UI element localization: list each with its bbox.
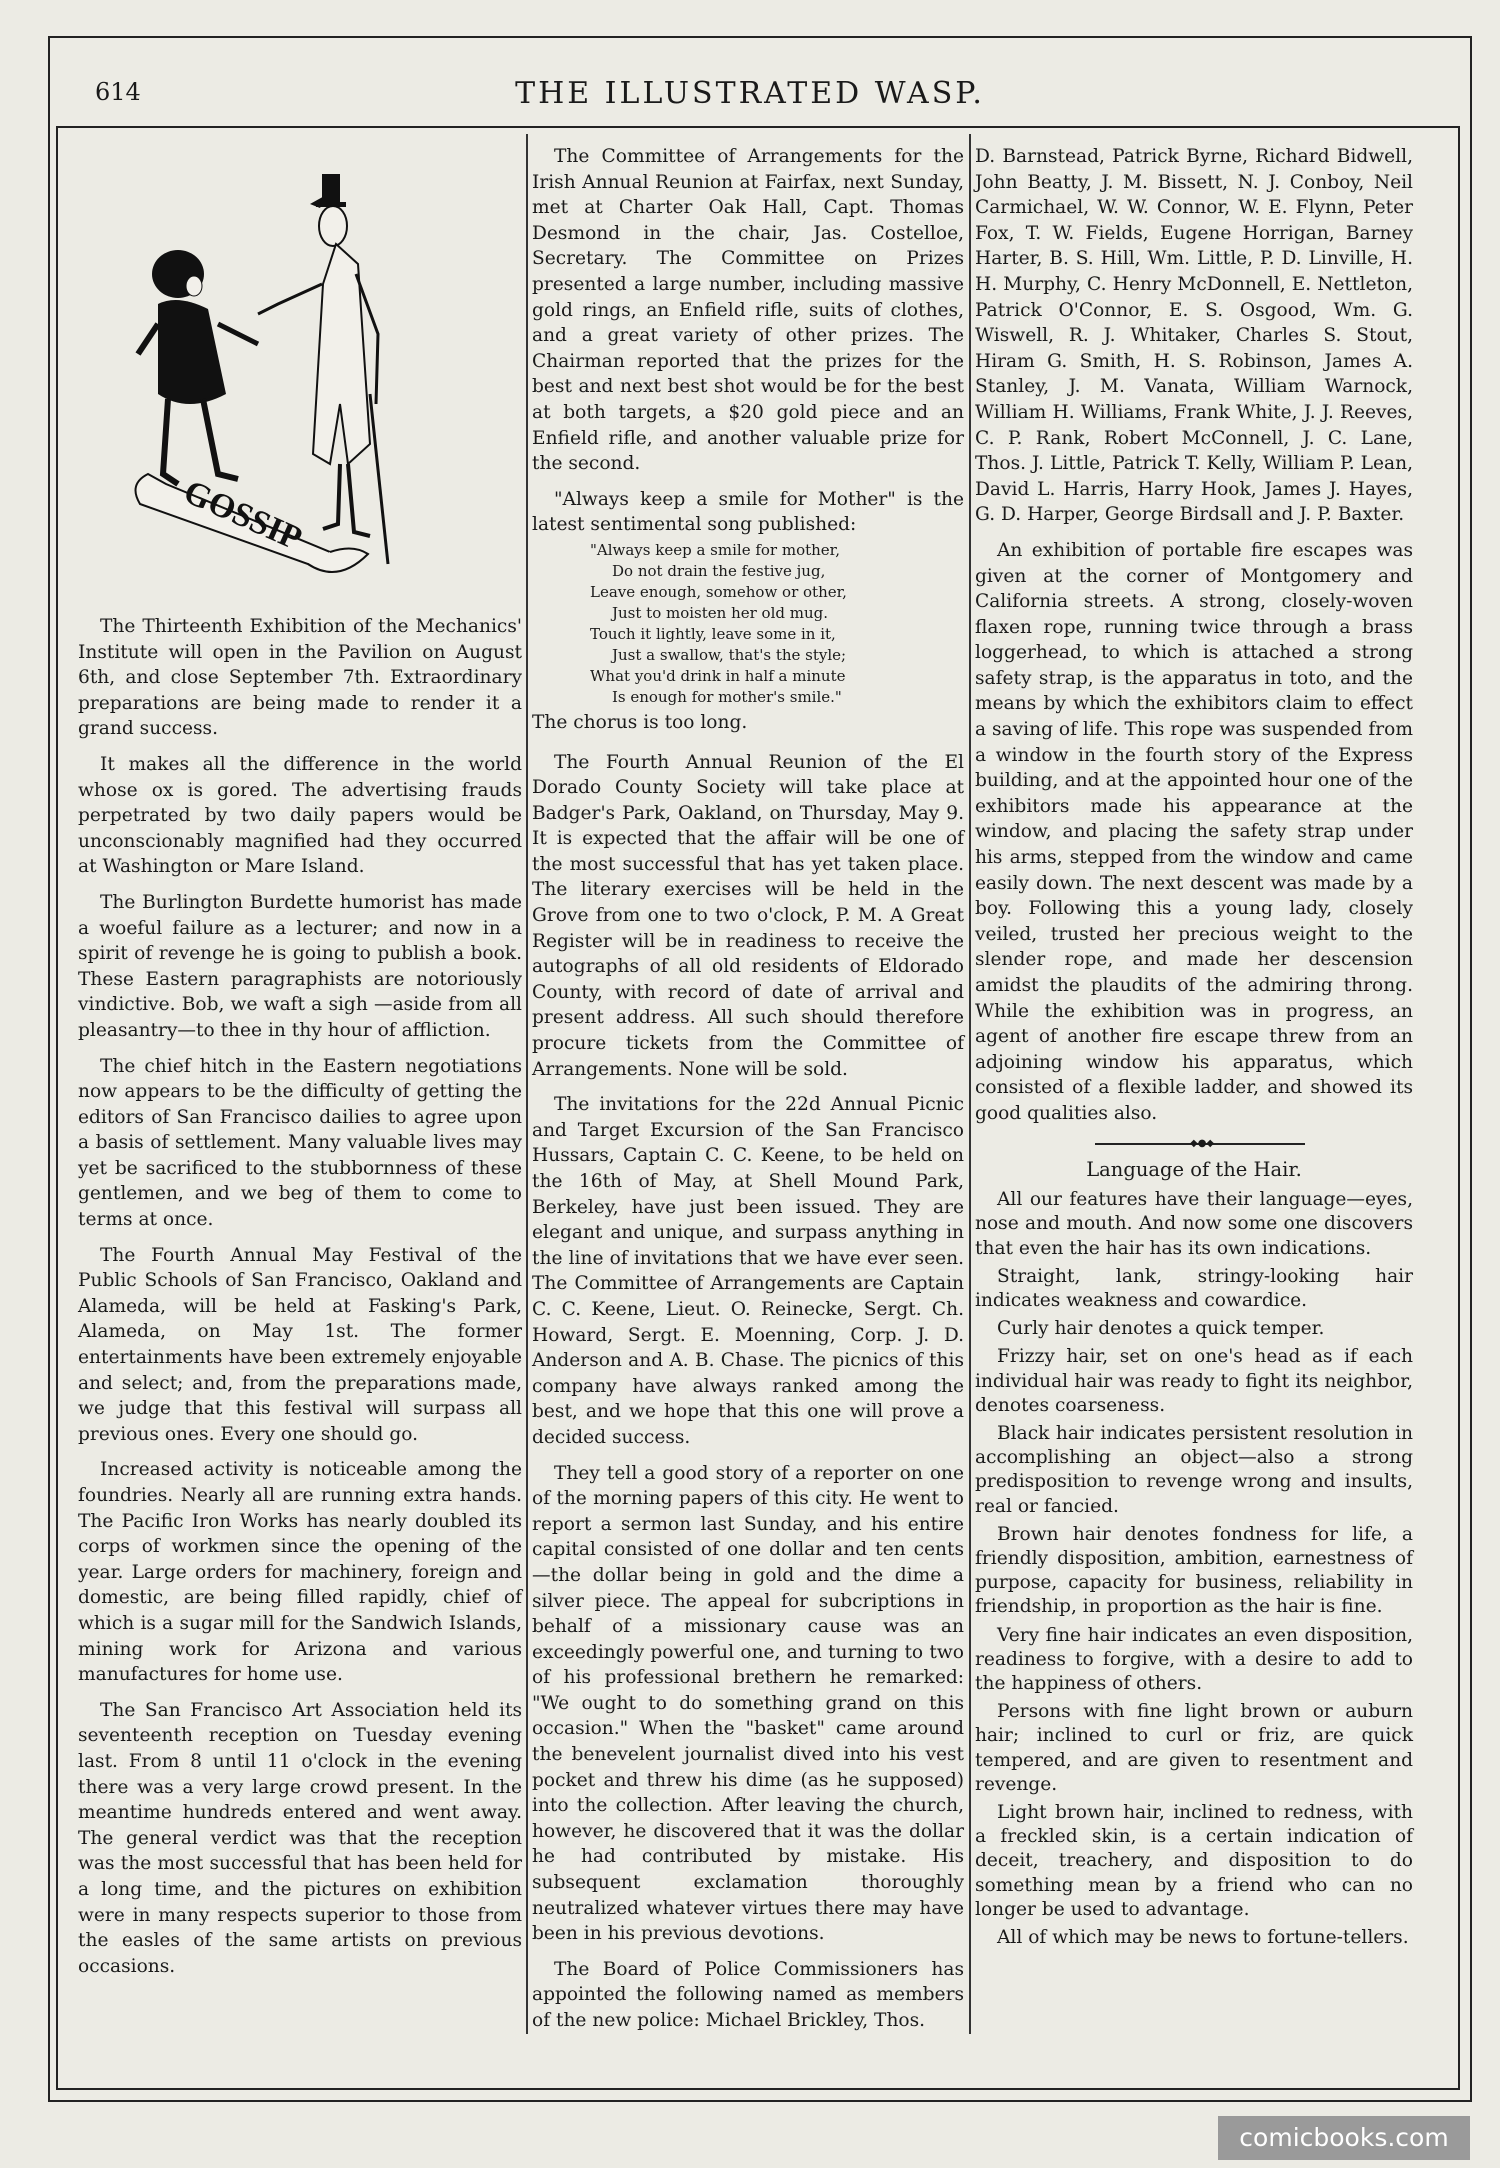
column-3 xyxy=(975,144,1413,1950)
hair-paragraph: Light brown hair, inclined to redness, with a freckled skin, is a certain indication of deceit, treachery, and disposition to do something mean by a friend who can no longer be used to advantage. xyxy=(975,1802,1413,1920)
verse-line: Touch it lightly, leave some in it, xyxy=(590,624,836,643)
song-verse xyxy=(532,540,964,708)
article-fire-escapes: An exhibition of portable fire escapes was given at the corner of Montgomery and California streets. A strong, closely-woven flaxen rope, running twice through a brass loggerhead, to which is attached a strong safety strap, is the apparatus in toto, and the means by which the exhibitors claim to effect a saving of life. This rope was suspended from a window in the fourth story of the Express building, and at the appointed hour one of the exhibitors made his appearance at the window, and placing the safety strap under his arms, stepped from the window and came easily down. The next descent was made by a boy. Following this a young lady, closely veiled, trusted her precious weight to the slender rope, and made her descension amidst the plaudits of the admiring throng. While the exhibition was in progress, an agent of another fire escape threw from an adjoining window his apparatus, which consisted of a flexible ladder, and showed its good qualities also. xyxy=(975,539,1413,1124)
hair-paragraph: Persons with fine light brown or auburn hair; inclined to curl or friz, are quick tempered, and are given to resentment and revenge. xyxy=(975,1701,1413,1795)
verse-line: Leave enough, somehow or other, xyxy=(590,582,847,601)
verse-line: Just a swallow, that's the style; xyxy=(612,645,847,664)
hair-paragraph: Straight, lank, stringy-looking hair indicates weakness and cowardice. xyxy=(975,1265,1413,1311)
hair-paragraph: Very fine hair indicates an even disposition, readiness to forgive, with a desire to add to the happiness of others. xyxy=(975,1624,1413,1695)
divider-ornament-icon: ◆●◆ xyxy=(1190,1137,1215,1149)
section-heading-hair: Language of the Hair. xyxy=(1086,1157,1302,1181)
verse-line: Just to moisten her old mug. xyxy=(612,603,829,622)
article-whose-ox: It makes all the difference in the world whose ox is gored. The advertising frauds perpetrated by two daily papers would be unconscionably magnified had they occurred at Washington or Mare Island. xyxy=(78,753,522,878)
verse-line: Do not drain the festive jug, xyxy=(612,561,826,580)
hair-paragraph: Curly hair denotes a quick temper. xyxy=(997,1318,1325,1340)
article-irish-reunion: The Committee of Arrangements for the Irish Annual Reunion at Fairfax, next Sunday, met at Charter Oak Hall, Capt. Thomas Desmond in the chair, Jas. Costelloe, Secretary. The Committee on Prizes presented a large number, including massive gold rings, an Enfield rifle, suits of clothes, and a great variety of other prizes. The Chairman reported that the prizes for the best and next best shot would be for the best at both targets, a $20 gold piece and an Enfield rifle, and another valuable prize for the second. xyxy=(532,146,964,475)
hair-paragraph: Frizzy hair, set on one's head as if each individual hair was ready to fight its neighbor, denotes coarseness. xyxy=(975,1346,1413,1416)
page-number: 614 xyxy=(95,78,141,106)
article-police-appointments: The Board of Police Commissioners has appointed the following named as members of the new police: Michael Brickley, Thos. xyxy=(532,1958,964,2031)
verse-line: "Always keep a smile for mother, xyxy=(590,540,840,559)
gossip-banner-text: GOSSIP xyxy=(178,473,308,558)
gossip-engraving-icon xyxy=(108,144,468,614)
column-2 xyxy=(532,144,964,2044)
article-burdette: The Burlington Burdette humorist has made a woeful failure as a lecturer; and now in a spirit of revenge he is going to publish a book. These Eastern paragraphists are notoriously vindictive. Bob, we waft a sigh —aside from all pleasantry—to thee in thy hour of affliction. xyxy=(78,891,522,1041)
article-song-intro: "Always keep a smile for Mother" is the latest sentimental song published: xyxy=(532,488,964,536)
article-may-festival: The Fourth Annual May Festival of the Public Schools of San Francisco, Oakland and Alameda, will be held at Fasking's Park, Alameda, on May 1st. The former entertainments have been extremely enjoyable and select; and, from the preparations made, we judge that this festival will surpass all previous ones. Every one should go. xyxy=(78,1244,522,1445)
masthead-title: THE ILLUSTRATED WASP. xyxy=(515,76,985,111)
column-1 xyxy=(78,144,522,1989)
verse-line: Is enough for mother's smile." xyxy=(612,687,842,706)
article-hussars-picnic: The invitations for the 22d Annual Picnic and Target Excursion of the San Francisco Hussars, Captain C. C. Keene, to be held on the 16th of May, at Shell Mound Park, Berkeley, have just been issued. They are elegant and unique, and surpass anything in the line of invitations that we have ever seen. The Committee of Arrangements are Captain C. C. Keene, Lieut. O. Reinecke, Sergt. Ch. Howard, Sergt. E. Moenning, Corp. J. D. Anderson and A. B. Chase. The picnics of this company have always ranked among the best, and we hope that this one will prove a decided success. xyxy=(532,1094,964,1448)
gossip-illustration xyxy=(78,144,522,614)
hair-paragraph: All our features have their language—eyes, nose and mouth. And now some one discovers that even the hair has its own indications. xyxy=(975,1189,1413,1259)
section-divider xyxy=(975,1137,1413,1149)
verse-line: What you'd drink in half a minute xyxy=(590,666,846,685)
article-eldorado-reunion: The Fourth Annual Reunion of the El Dorado County Society will take place at Badger's Park, Oakland, on Thursday, May 9. It is expected that the affair will be one of the most successful that has yet taken place. The literary exercises will be held in the Grove from one to two o'clock, P. M. A Great Register will be in readiness to receive the autographs of all old residents of Eldorado County, with record of date of arrival and present address. All such should therefore procure tickets from the Committee of Arrangements. None will be sold. xyxy=(532,751,964,1080)
article-mechanics-institute: The Thirteenth Exhibition of the Mechanics' Institute will open in the Pavilion on August 6th, and close September 7th. Extraordinary preparations are being made to render it a grand success. xyxy=(78,616,522,740)
column-rule-right xyxy=(969,134,971,2034)
article-chorus: The chorus is too long. xyxy=(532,711,748,733)
article-eastern-negotiations: The chief hitch in the Eastern negotiations now appears to be the difficulty of getting the editors of San Francisco dailies to agree upon a basis of settlement. Many valuable lives may yet be sacrificed to the stubbornness of these gentlemen, and we beg of them to come to terms at once. xyxy=(78,1055,522,1231)
article-police-names-continued: D. Barnstead, Patrick Byrne, Richard Bidwell, John Beatty, J. M. Bissett, N. J. Conboy, Neil Carmichael, W. W. Connor, W. E. Flynn, Peter Fox, T. W. Fields, Eugene Horrigan, Barney Harter, B. S. Hill, Wm. Little, P. D. Linville, H. H. Murphy, C. Henry McDonnell, E. Nettleton, Patrick O'Connor, E. S. Osgood, Wm. G. Wiswell, R. J. Whitaker, Charles S. Stout, Hiram G. Smith, H. S. Robinson, James A. Stanley, J. M. Vanata, William Warnock, William H. Williams, Frank White, J. J. Reeves, C. P. Rank, Robert McConnell, J. C. Lane, Thos. J. Little, Patrick T. Kelly, William P. Lean, David L. Harris, Harry Hook, James J. Hayes, G. D. Harper, George Birdsall and J. P. Baxter. xyxy=(975,146,1413,526)
column-rule-left xyxy=(526,134,528,2034)
article-foundries: Increased activity is noticeable among the foundries. Nearly all are running extra hands. The Pacific Iron Works has nearly doubled its corps of workmen since the opening of the year. Large orders for machinery, foreign and domestic, are being filled rapidly, chief of which is a sugar mill for the Sandwich Islands, mining work for Arizona and various manufactures for home use. xyxy=(78,1459,522,1686)
hair-paragraph: All of which may be news to fortune-tellers. xyxy=(997,1927,1409,1949)
article-art-association: The San Francisco Art Association held its seventeenth reception on Tuesday evening last. From 8 until 11 o'clock in the evening there was a very large crowd present. In the meantime hundreds entered and went away. The general verdict was that the reception was the most successful that has been held for a long time, and the pictures on exhibition were in many respects superior to those from the easles of the same artists on previous occasions. xyxy=(78,1699,522,1977)
article-reporter-story: They tell a good story of a reporter on one of the morning papers of this city. He went to report a sermon last Sunday, and his entire capital consisted of one dollar and ten cents—the dollar being in gold and the dime a silver piece. The appeal for subcriptions in behalf of a missionary cause was an exceedingly powerful one, and turning to two of his professional brethern he remarked: "We ought to do something grand on this occasion." When the "basket" came around the benevelent journalist dived into his vest pocket and threw his dime (as he supposed) into the collection. After leaving the church, however, he discovered that it was the dollar he had contributed by mistake. His subsequent exclamation thoroughly neutralized whatever virtues there may have been in his previous devotions. xyxy=(532,1462,964,1945)
watermark: comicbooks.com xyxy=(1218,2116,1470,2160)
hair-paragraph: Brown hair denotes fondness for life, a friendly disposition, ambition, earnestness of purpose, capacity for business, reliability in friendship, in proportion as the hair is fine. xyxy=(975,1523,1413,1618)
hair-paragraph: Black hair indicates persistent resolution in accomplishing an object—also a strong predisposition to revenge wrong and insults, real or fancied. xyxy=(975,1422,1413,1517)
